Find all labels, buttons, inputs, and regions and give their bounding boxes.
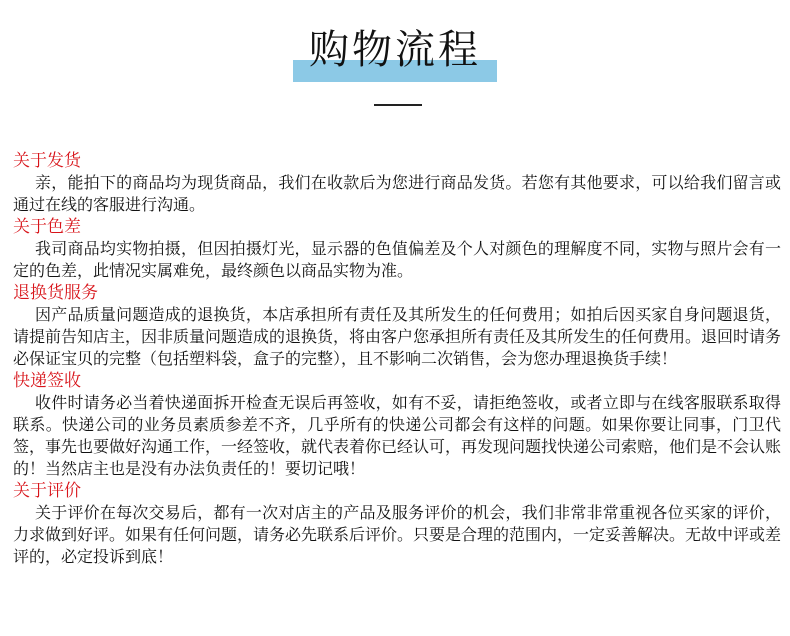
section-reviews [13,480,781,568]
section-body: 收件时请务必当着快递面拆开检查无误后再签收，如有不妥，请拒绝签收，或者立即与在线客服联系取得联系。快递公司的业务员素质参差不齐，几乎所有的快递公司都会有这样的问题。如果你要让同事，门卫代签，事先也要做好沟通工作，一经签收，就代表着你已经认可，再发现问题找快递公司索赔，他们是不会认账的！当然店主也是没有办法负责任的！要切记哦！ [13,393,782,478]
section-heading: 关于发货 [13,151,81,171]
page-title: 购物流程 [309,27,481,73]
section-body: 关于评价在每次交易后，都有一次对店主的产品及服务评价的机会，我们非常非常重视各位买家的评价，力求做到好评。如果有任何问题，请务必先联系后评价。只要是合理的范围内，一定妥善解决。无故中评或差评的，必定投诉到底！ [13,503,782,566]
section-body: 我司商品均实物拍摄，但因拍摄灯光，显示器的色值偏差及个人对颜色的理解度不同，实物与照片会有一定的色差，此情况实属难免，最终颜色以商品实物为准。 [13,239,781,280]
section-delivery-signing [13,370,781,480]
title-divider [374,104,422,106]
section-heading: 关于色差 [13,217,81,237]
policy-content [13,150,781,568]
section-heading: 快递签收 [13,371,81,391]
section-body: 因产品质量问题造成的退换货，本店承担所有责任及其所发生的任何费用；如拍后因买家自身问题退货，请提前告知店主，因非质量问题造成的退换货，将由客户您承担所有责任及其所发生的任何费用。退回时请务必保证宝贝的完整（包括塑料袋，盒子的完整），且不影响二次销售，会为您办理退换货手续！ [13,305,782,368]
section-color-difference [13,216,781,282]
section-heading: 退换货服务 [13,283,98,303]
section-returns [13,282,781,370]
section-shipping [13,150,781,216]
section-heading: 关于评价 [13,481,81,501]
section-body: 亲，能拍下的商品均为现货商品，我们在收款后为您进行商品发货。若您有其他要求，可以给我们留言或通过在线的客服进行沟通。 [13,173,781,214]
page-header [0,0,790,120]
